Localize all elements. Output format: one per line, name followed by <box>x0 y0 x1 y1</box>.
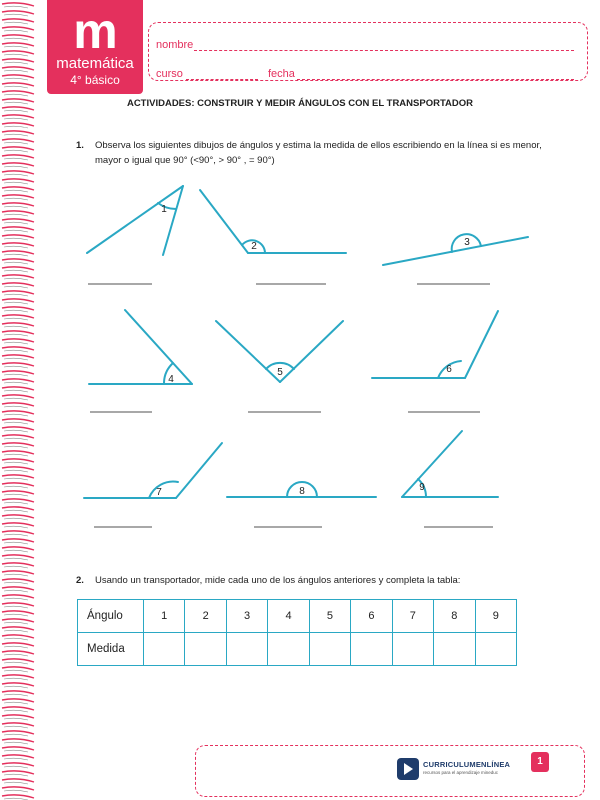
angle-label-7: 7 <box>156 487 162 498</box>
measure-cell-7[interactable] <box>392 633 433 666</box>
play-icon <box>397 758 419 780</box>
question-1-text: Observa los siguientes dibujos de ángulos y estima la medida de ellos escribiendo en la línea si es menor, mayor o igual que 90° (<90°, > 90° , = 90°) <box>95 140 542 166</box>
angle-4 <box>89 310 192 384</box>
angle-6 <box>372 311 498 378</box>
table-col-7: 7 <box>392 600 433 633</box>
table-col-3: 3 <box>226 600 267 633</box>
angle-2 <box>200 190 346 253</box>
question-1-number: 1. <box>76 140 84 151</box>
angle-3 <box>383 234 528 265</box>
table-header-angulo: Ángulo <box>78 600 144 633</box>
footer-brand: CURRICULUMENLÍNEA <box>423 760 511 769</box>
table-row-medida <box>78 633 517 666</box>
answer-line-1[interactable] <box>88 283 152 285</box>
angle-9 <box>402 431 498 497</box>
footer-tagline: recursos para el aprendizaje mineduc <box>423 770 499 775</box>
angle-label-5: 5 <box>277 367 283 378</box>
table-col-1: 1 <box>144 600 185 633</box>
angle-label-1: 1 <box>161 204 167 215</box>
measure-cell-3[interactable] <box>226 633 267 666</box>
measurement-table <box>77 599 517 666</box>
angle-label-3: 3 <box>464 237 470 248</box>
logo-letter: m <box>73 3 117 59</box>
angle-label-2: 2 <box>251 241 257 252</box>
angle-1 <box>87 186 183 255</box>
table-col-5: 5 <box>309 600 350 633</box>
nombre-label: nombre <box>156 39 194 51</box>
table-col-9: 9 <box>475 600 517 633</box>
measure-cell-5[interactable] <box>309 633 350 666</box>
measure-cell-1[interactable] <box>144 633 185 666</box>
measure-cell-9[interactable] <box>475 633 517 666</box>
table-col-8: 8 <box>434 600 475 633</box>
angle-label-6: 6 <box>446 364 452 375</box>
page-number: 1 <box>531 752 549 772</box>
question-2 <box>76 573 555 588</box>
table-col-2: 2 <box>185 600 226 633</box>
answer-line-8[interactable] <box>254 526 322 528</box>
question-2-number: 2. <box>76 575 84 586</box>
answer-line-3[interactable] <box>417 283 490 285</box>
angle-7 <box>84 443 222 498</box>
angle-label-9: 9 <box>419 482 425 493</box>
logo-grade: 4° básico <box>70 73 120 87</box>
answer-line-6[interactable] <box>408 411 480 413</box>
angle-label-8: 8 <box>299 486 305 497</box>
measure-cell-8[interactable] <box>434 633 475 666</box>
angle-label-4: 4 <box>168 374 174 385</box>
measure-cell-4[interactable] <box>268 633 309 666</box>
page-title: ACTIVIDADES: CONSTRUIR Y MEDIR ÁNGULOS CON EL TRANSPORTADOR <box>126 98 474 109</box>
table-row-angulo <box>78 600 517 633</box>
logo-subject: matemática <box>56 55 134 72</box>
answer-line-4[interactable] <box>90 411 152 413</box>
answer-line-7[interactable] <box>94 526 152 528</box>
measure-cell-6[interactable] <box>351 633 392 666</box>
table-header-medida: Medida <box>78 633 144 666</box>
curriculum-en-linea-logo <box>397 758 509 780</box>
measure-cell-2[interactable] <box>185 633 226 666</box>
fecha-label: fecha <box>268 68 295 80</box>
answer-line-5[interactable] <box>248 411 321 413</box>
question-2-text: Usando un transportador, mide cada uno de los ángulos anteriores y completa la tabla: <box>95 575 461 586</box>
footer-box <box>195 745 585 797</box>
answer-line-9[interactable] <box>424 526 493 528</box>
table-col-4: 4 <box>268 600 309 633</box>
curso-label: curso <box>156 68 183 80</box>
answer-line-2[interactable] <box>256 283 326 285</box>
table-col-6: 6 <box>351 600 392 633</box>
